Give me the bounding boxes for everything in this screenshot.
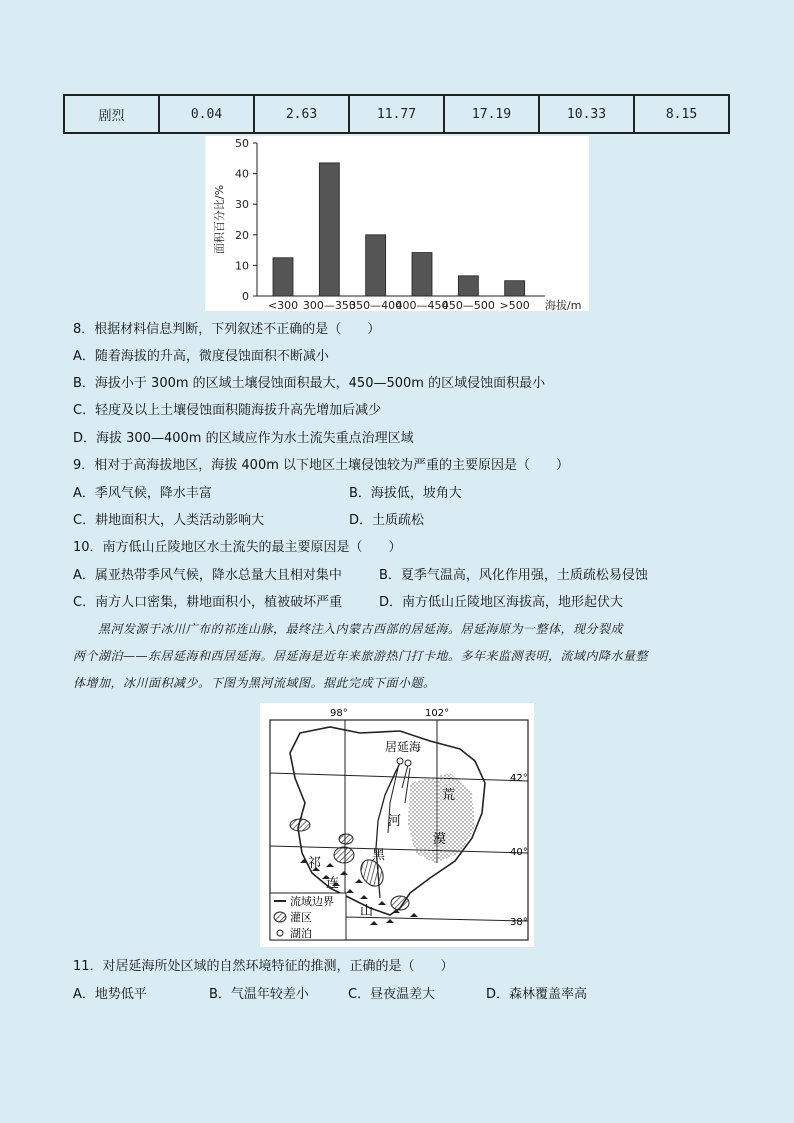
- chart-svg: [205, 136, 589, 311]
- y-tick-label: 40: [235, 167, 249, 181]
- question-8-stem: 8．根据材料信息判断，下列叙述不正确的是（ ）: [73, 322, 381, 337]
- lake-icon: [405, 760, 411, 766]
- x-tick-label: 400—450: [395, 299, 449, 311]
- x-tick-label: 450—500: [441, 299, 495, 311]
- x-tick-label: >500: [499, 299, 530, 311]
- x-tick-label: 350—400: [349, 299, 403, 311]
- reading-passage: [73, 616, 723, 697]
- bar: [366, 235, 386, 296]
- bar: [458, 276, 478, 296]
- bar: [412, 253, 432, 296]
- bar: [505, 281, 525, 296]
- question-8-option-d[interactable]: D．海拔 300—400m 的区域应作为水土流失重点治理区域: [73, 431, 414, 446]
- y-tick-label: 50: [235, 137, 249, 150]
- question-11-option-d[interactable]: D．森林覆盖率高: [486, 987, 588, 1002]
- question-11-option-a[interactable]: A．地势低平: [73, 987, 147, 1002]
- river-label-he: 河: [388, 814, 402, 829]
- y-tick-label: 0: [242, 290, 249, 303]
- mountain-label-qi: 祁: [308, 856, 322, 871]
- x-tick-label: 300—350: [302, 299, 356, 311]
- table-cell: 0.04: [159, 95, 254, 133]
- river-label-hei: 黑: [372, 848, 386, 863]
- lat-label: 40°: [510, 847, 528, 858]
- map-svg: [260, 703, 534, 947]
- question-10-option-c[interactable]: C．南方人口密集，耕地面积小，植被破坏严重: [73, 595, 343, 610]
- question-8-option-b[interactable]: B．海拔小于 300m 的区域土壤侵蚀面积最大，450—500m 的区域侵蚀面积最小: [73, 376, 546, 391]
- question-10-stem: 10．南方低山丘陵地区水土流失的最主要原因是（ ）: [73, 540, 402, 555]
- question-10-option-a[interactable]: A．属亚热带季风气候，降水总量大且相对集中: [73, 568, 342, 583]
- y-tick-label: 10: [235, 259, 249, 273]
- lon-label: 98°: [330, 708, 348, 719]
- question-8-option-c[interactable]: C．轻度及以上土壤侵蚀面积随海拔升高先增加后减少: [73, 403, 382, 418]
- question-9-option-b[interactable]: B．海拔低，坡角大: [349, 486, 462, 501]
- legend-lake-icon: [277, 930, 283, 936]
- question-9-option-c[interactable]: C．耕地面积大，人类活动影响大: [73, 513, 265, 528]
- passage-line: 体增加，冰川面积减少。下图为黑河流域图。据此完成下面小题。: [73, 676, 436, 690]
- desert-label-mo: 漠: [433, 832, 447, 847]
- lon-label: 102°: [425, 708, 450, 719]
- question-9-option-a[interactable]: A．季风气候，降水丰富: [73, 486, 212, 501]
- table-cell: 17.19: [444, 95, 539, 133]
- erosion-table-row: [63, 94, 730, 134]
- question-9-stem: 9．相对于高海拔地区，海拔 400m 以下地区土壤侵蚀较为严重的主要原因是（ ）: [73, 458, 570, 473]
- map-legend: [270, 893, 346, 940]
- question-11-option-b[interactable]: B．气温年较差小: [209, 987, 309, 1002]
- heihe-basin-map: [260, 703, 534, 947]
- legend-irrigation-icon: [274, 912, 286, 922]
- y-tick-label: 30: [235, 198, 249, 212]
- question-9-option-d[interactable]: D．土质疏松: [349, 513, 425, 528]
- mountain-label-lian: 连: [326, 876, 340, 891]
- mountain-label-shan: 山: [360, 904, 374, 919]
- question-11-option-c[interactable]: C．昼夜温差大: [348, 987, 436, 1002]
- y-axis-label: 面积百分比/%: [213, 184, 226, 255]
- x-axis-label: 海拔/m: [545, 299, 582, 311]
- question-10-option-d[interactable]: D．南方低山丘陵地区海拔高，地形起伏大: [379, 595, 624, 610]
- passage-line: 黑河发源于冰川广布的祁连山脉，最终注入内蒙古西部的居延海。居延海原为一整体，现分裂成: [73, 622, 624, 636]
- table-cell: 11.77: [349, 95, 444, 133]
- question-11-stem: 11．对居延海所处区域的自然环境特征的推测，正确的是（ ）: [73, 959, 454, 974]
- table-cell-label: 剧烈: [64, 95, 159, 133]
- lake-icon: [397, 758, 403, 764]
- bar: [273, 258, 293, 296]
- passage-line: 两个湖泊——东居延海和西居延海。居延海是近年来旅游热门打卡地。多年来监测表明，流域内降水量整: [73, 649, 649, 663]
- irrigation-area: [334, 847, 354, 863]
- table-cell: 10.33: [539, 95, 634, 133]
- question-8-option-a[interactable]: A．随着海拔的升高，微度侵蚀面积不断减小: [73, 349, 329, 364]
- irrigation-area: [290, 819, 310, 831]
- desert-label-huang: 荒: [442, 788, 456, 803]
- elevation-area-chart: [205, 136, 589, 311]
- table-cell: 8.15: [634, 95, 729, 133]
- table-cell: 2.63: [254, 95, 349, 133]
- y-tick-label: 20: [235, 228, 249, 242]
- bar: [319, 163, 339, 296]
- legend-boundary-label: 流域边界: [290, 895, 334, 908]
- juyanhai-label: 居延海: [385, 740, 422, 754]
- legend-irrigation-label: 灌区: [290, 911, 312, 924]
- irrigation-area: [391, 896, 409, 910]
- x-tick-label: <300: [267, 299, 299, 311]
- lat-label: 38°: [510, 917, 528, 928]
- lat-label: 42°: [510, 773, 528, 784]
- irrigation-area: [339, 834, 353, 844]
- legend-lake-label: 湖泊: [290, 927, 312, 940]
- table-row: [64, 95, 729, 133]
- question-10-option-b[interactable]: B．夏季气温高，风化作用强，土质疏松易侵蚀: [379, 568, 648, 583]
